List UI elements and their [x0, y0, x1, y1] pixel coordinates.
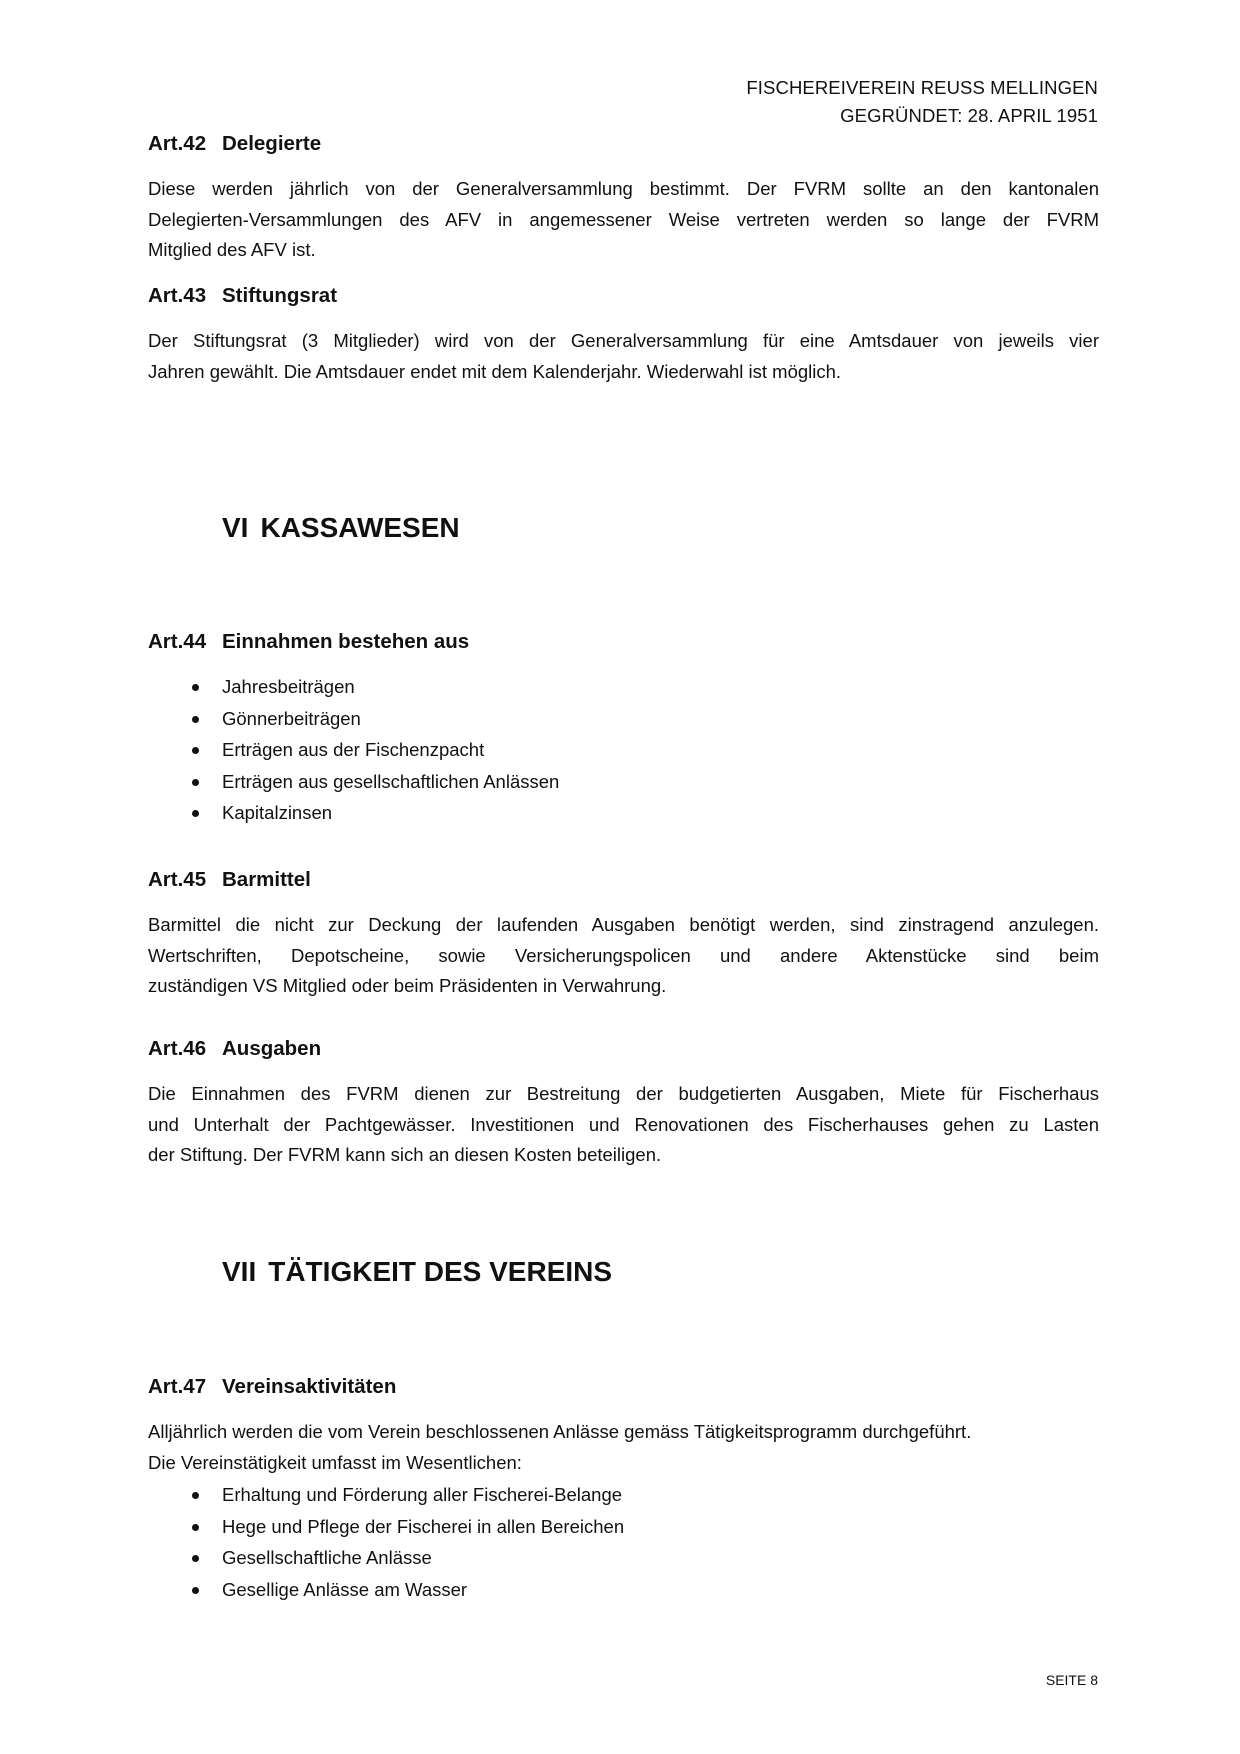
section-title: KASSAWESEN — [260, 512, 460, 543]
list-item-text: Gönnerbeiträgen — [222, 707, 361, 729]
list-item — [148, 703, 559, 735]
section-6-heading — [222, 512, 460, 544]
list-item — [148, 1574, 624, 1606]
article-42-heading — [148, 132, 321, 156]
section-number: VI — [222, 512, 249, 543]
bullet-icon — [192, 1524, 199, 1531]
text-line: der Stiftung. Der FVRM kann sich an diesen Kosten beteiligen. — [148, 1144, 662, 1165]
text-line: Delegierten-Versammlungen des AFV in angemessener Weise vertreten werden so lange der FVRM — [148, 208, 1099, 230]
article-42-text — [148, 174, 1099, 266]
article-number: Art.42 — [148, 132, 207, 155]
text-line: Diese werden jährlich von der Generalversammlung bestimmt. Der FVRM sollte an den kantonalen — [148, 178, 1099, 199]
article-title: Stiftungsrat — [222, 284, 338, 307]
list-item-text: Erhaltung und Förderung aller Fischerei-Belange — [222, 1484, 623, 1505]
bullet-icon — [192, 1587, 199, 1594]
article-43-heading — [148, 284, 337, 308]
section-number: VII — [222, 1256, 257, 1287]
article-number: Art.44 — [148, 630, 207, 653]
list-item-text: Jahresbeiträgen — [222, 676, 355, 697]
article-title: Barmittel — [222, 868, 311, 891]
list-item — [148, 734, 559, 766]
article-number: Art.46 — [148, 1037, 207, 1060]
text-line: Die Einnahmen des FVRM dienen zur Bestreitung der budgetierten Ausgaben, Miete für Fischerhaus — [148, 1083, 1099, 1104]
list-item — [148, 766, 559, 798]
text-line: und Unterhalt der Pachtgewässer. Investitionen und Renovationen des Fischerhauses gehen zu Lasten — [148, 1113, 1099, 1135]
bullet-icon — [192, 716, 199, 723]
article-title: Ausgaben — [222, 1037, 322, 1060]
list-item-text: Hege und Pflege der Fischerei in allen Bereichen — [222, 1515, 625, 1537]
list-item-text: Erträgen aus der Fischenzpacht — [222, 739, 485, 760]
list-item-text: Gesellige Anlässe am Wasser — [222, 1578, 468, 1600]
list-item-text: Gesellschaftliche Anlässe — [222, 1547, 432, 1568]
text-line: Mitglied des AFV ist. — [148, 239, 316, 260]
text-line: Der Stiftungsrat (3 Mitglieder) wird von der Generalversammlung für eine Amtsdauer von jeweils vier — [148, 330, 1099, 351]
list-item — [148, 1511, 624, 1543]
bullet-icon — [192, 684, 199, 691]
section-7-heading — [222, 1256, 612, 1288]
article-title: Delegierte — [222, 132, 322, 155]
article-title: Vereinsaktivitäten — [222, 1375, 397, 1398]
text-line: Die Vereinstätigkeit umfasst im Wesentlichen: — [148, 1451, 522, 1473]
bullet-icon — [192, 747, 199, 754]
article-45-text — [148, 910, 1099, 1002]
article-46-heading — [148, 1037, 321, 1061]
article-number: Art.45 — [148, 868, 207, 891]
text-line: zuständigen VS Mitglied oder beim Präsidenten in Verwahrung. — [148, 975, 667, 996]
bullet-icon — [192, 779, 199, 786]
text-line: Wertschriften, Depotscheine, sowie Versicherungspolicen und andere Aktenstücke sind beim — [148, 944, 1099, 966]
article-47-list — [148, 1479, 624, 1605]
text-line: Jahren gewählt. Die Amtsdauer endet mit dem Kalenderjahr. Wiederwahl ist möglich. — [148, 360, 842, 382]
list-item-text: Kapitalzinsen — [222, 802, 333, 823]
list-item-text: Erträgen aus gesellschaftlichen Anlässen — [222, 770, 560, 792]
article-number: Art.43 — [148, 284, 207, 307]
article-number: Art.47 — [148, 1375, 207, 1398]
bullet-icon — [192, 1555, 199, 1562]
list-item — [148, 797, 559, 829]
text-line: Alljährlich werden die vom Verein beschlossenen Anlässe gemäss Tätigkeitsprogramm durchgeführt. — [148, 1421, 972, 1442]
text-line: Barmittel die nicht zur Deckung der laufenden Ausgaben benötigt werden, sind zinstragend anzulegen. — [148, 914, 1099, 935]
list-item — [148, 671, 559, 703]
bullet-icon — [192, 810, 199, 817]
founding-date: GEGRÜNDET: 28. APRIL 1951 — [840, 105, 1098, 126]
article-46-text — [148, 1079, 1099, 1171]
page-header — [746, 74, 1098, 130]
article-47-text — [148, 1417, 1099, 1478]
list-item — [148, 1479, 624, 1511]
bullet-icon — [192, 1492, 199, 1499]
section-title: TÄTIGKEIT DES VEREINS — [268, 1256, 613, 1287]
article-44-list — [148, 671, 559, 829]
article-44-heading — [148, 630, 469, 654]
article-45-heading — [148, 868, 311, 892]
article-title: Einnahmen bestehen aus — [222, 630, 470, 653]
article-47-heading — [148, 1375, 396, 1399]
list-item — [148, 1542, 624, 1574]
club-name: FISCHEREIVEREIN REUSS MELLINGEN — [746, 77, 1098, 98]
page-number: SEITE 8 — [1045, 1672, 1098, 1688]
article-43-text — [148, 326, 1099, 387]
